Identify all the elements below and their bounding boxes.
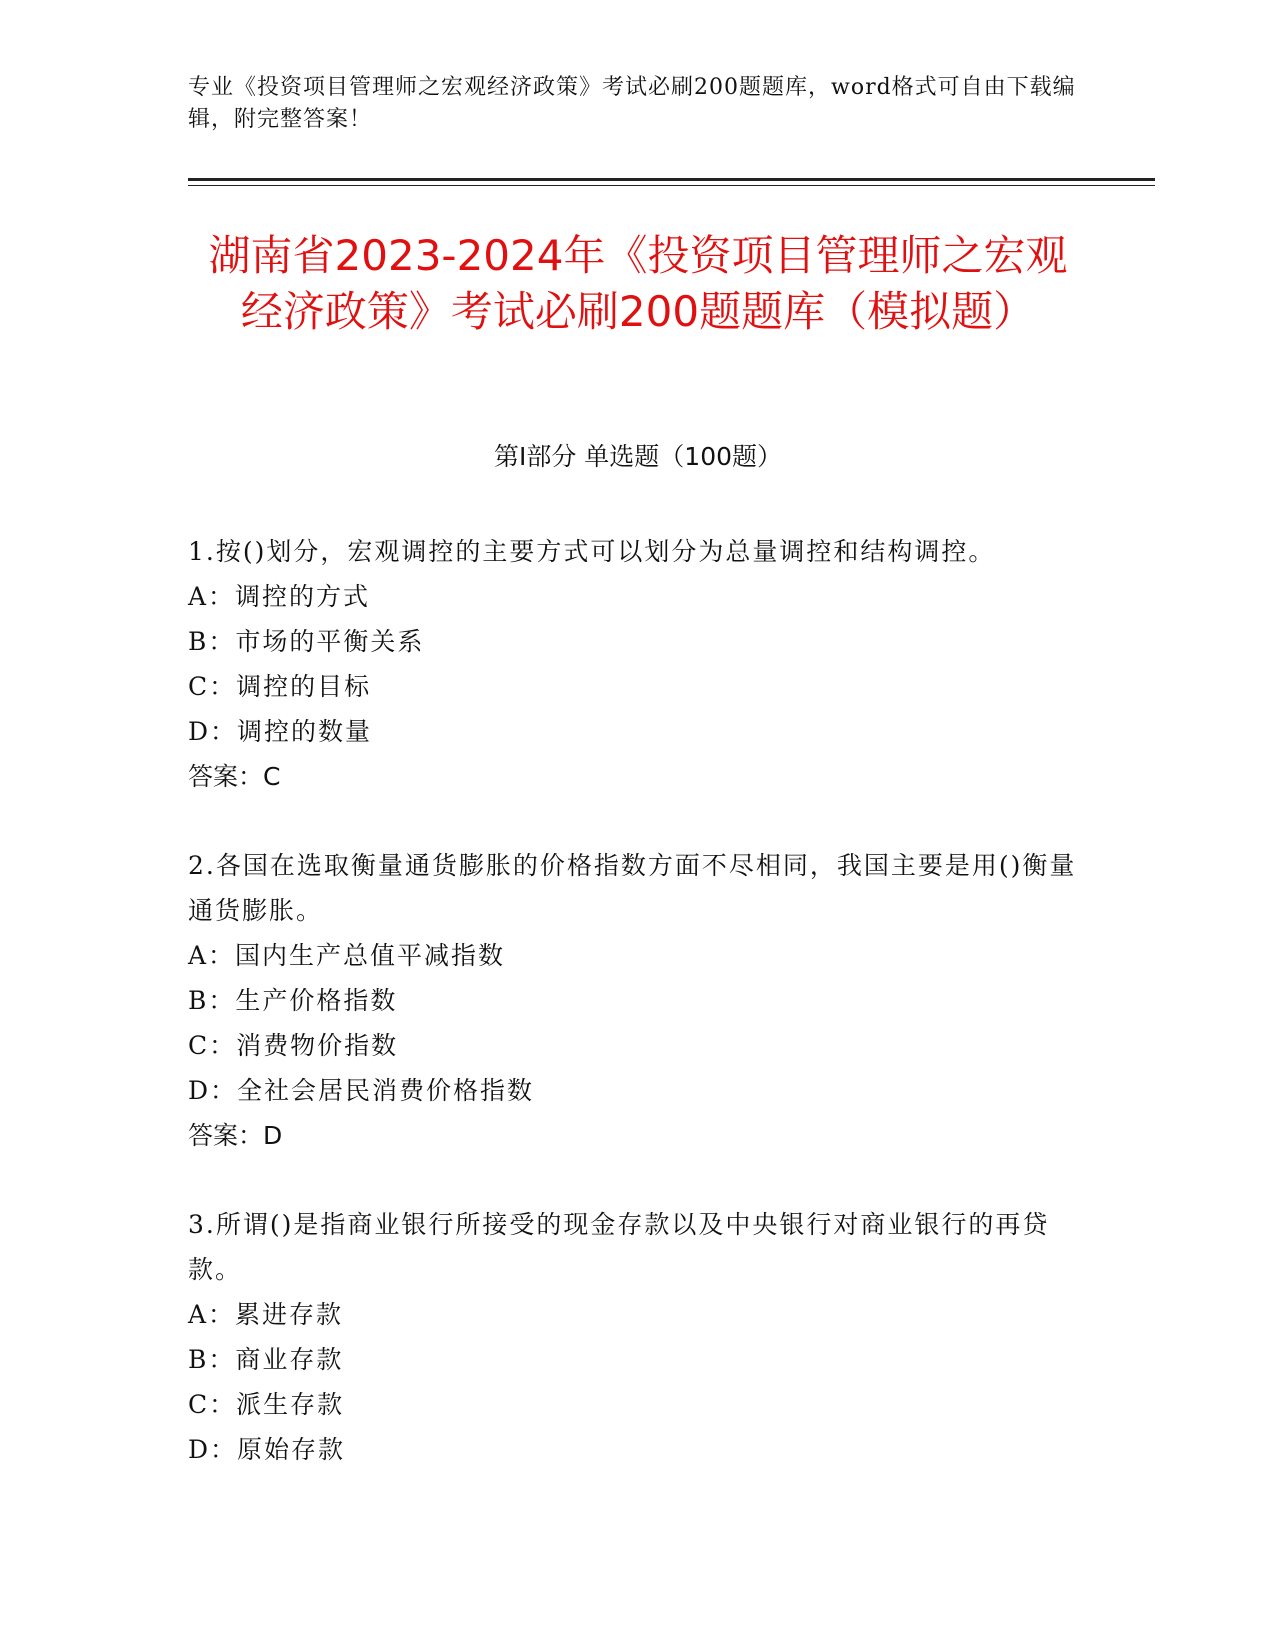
header-divider-thick bbox=[188, 178, 1155, 181]
header-note: 专业《投资项目管理师之宏观经济政策》考试必刷200题题库，word格式可自由下载编辑，附完整答案！ bbox=[188, 75, 1076, 132]
answer: 答案：D bbox=[188, 1121, 283, 1150]
question-2 bbox=[188, 843, 1088, 1158]
option-a: A：调控的方式 bbox=[188, 582, 371, 611]
option-d: D：全社会居民消费价格指数 bbox=[188, 1076, 535, 1105]
question-1 bbox=[188, 529, 1088, 799]
answer: 答案：C bbox=[188, 762, 281, 791]
question-list bbox=[188, 529, 1088, 1516]
header-divider-thin bbox=[188, 185, 1155, 186]
option-b: B：商业存款 bbox=[188, 1345, 344, 1374]
option-a: A：国内生产总值平减指数 bbox=[188, 941, 506, 970]
option-c: C：调控的目标 bbox=[188, 672, 372, 701]
option-c: C：消费物价指数 bbox=[188, 1031, 399, 1060]
question-stem: 2.各国在选取衡量通货膨胀的价格指数方面不尽相同，我国主要是用()衡量通货膨胀。 bbox=[188, 851, 1077, 925]
option-c: C：派生存款 bbox=[188, 1390, 345, 1419]
document-title: 湖南省2023-2024年《投资项目管理师之宏观经济政策》考试必刷200题题库（模拟题） bbox=[208, 231, 1068, 336]
option-b: B：市场的平衡关系 bbox=[188, 627, 425, 656]
option-d: D：原始存款 bbox=[188, 1435, 346, 1464]
option-d: D：调控的数量 bbox=[188, 717, 373, 746]
option-b: B：生产价格指数 bbox=[188, 986, 398, 1015]
question-stem: 3.所谓()是指商业银行所接受的现金存款以及中央银行对商业银行的再贷款。 bbox=[188, 1210, 1050, 1284]
section-heading: 第I部分 单选题（100题） bbox=[493, 442, 783, 471]
option-a: A：累进存款 bbox=[188, 1300, 344, 1329]
question-stem: 1.按()划分，宏观调控的主要方式可以划分为总量调控和结构调控。 bbox=[188, 537, 996, 566]
question-3 bbox=[188, 1202, 1088, 1472]
